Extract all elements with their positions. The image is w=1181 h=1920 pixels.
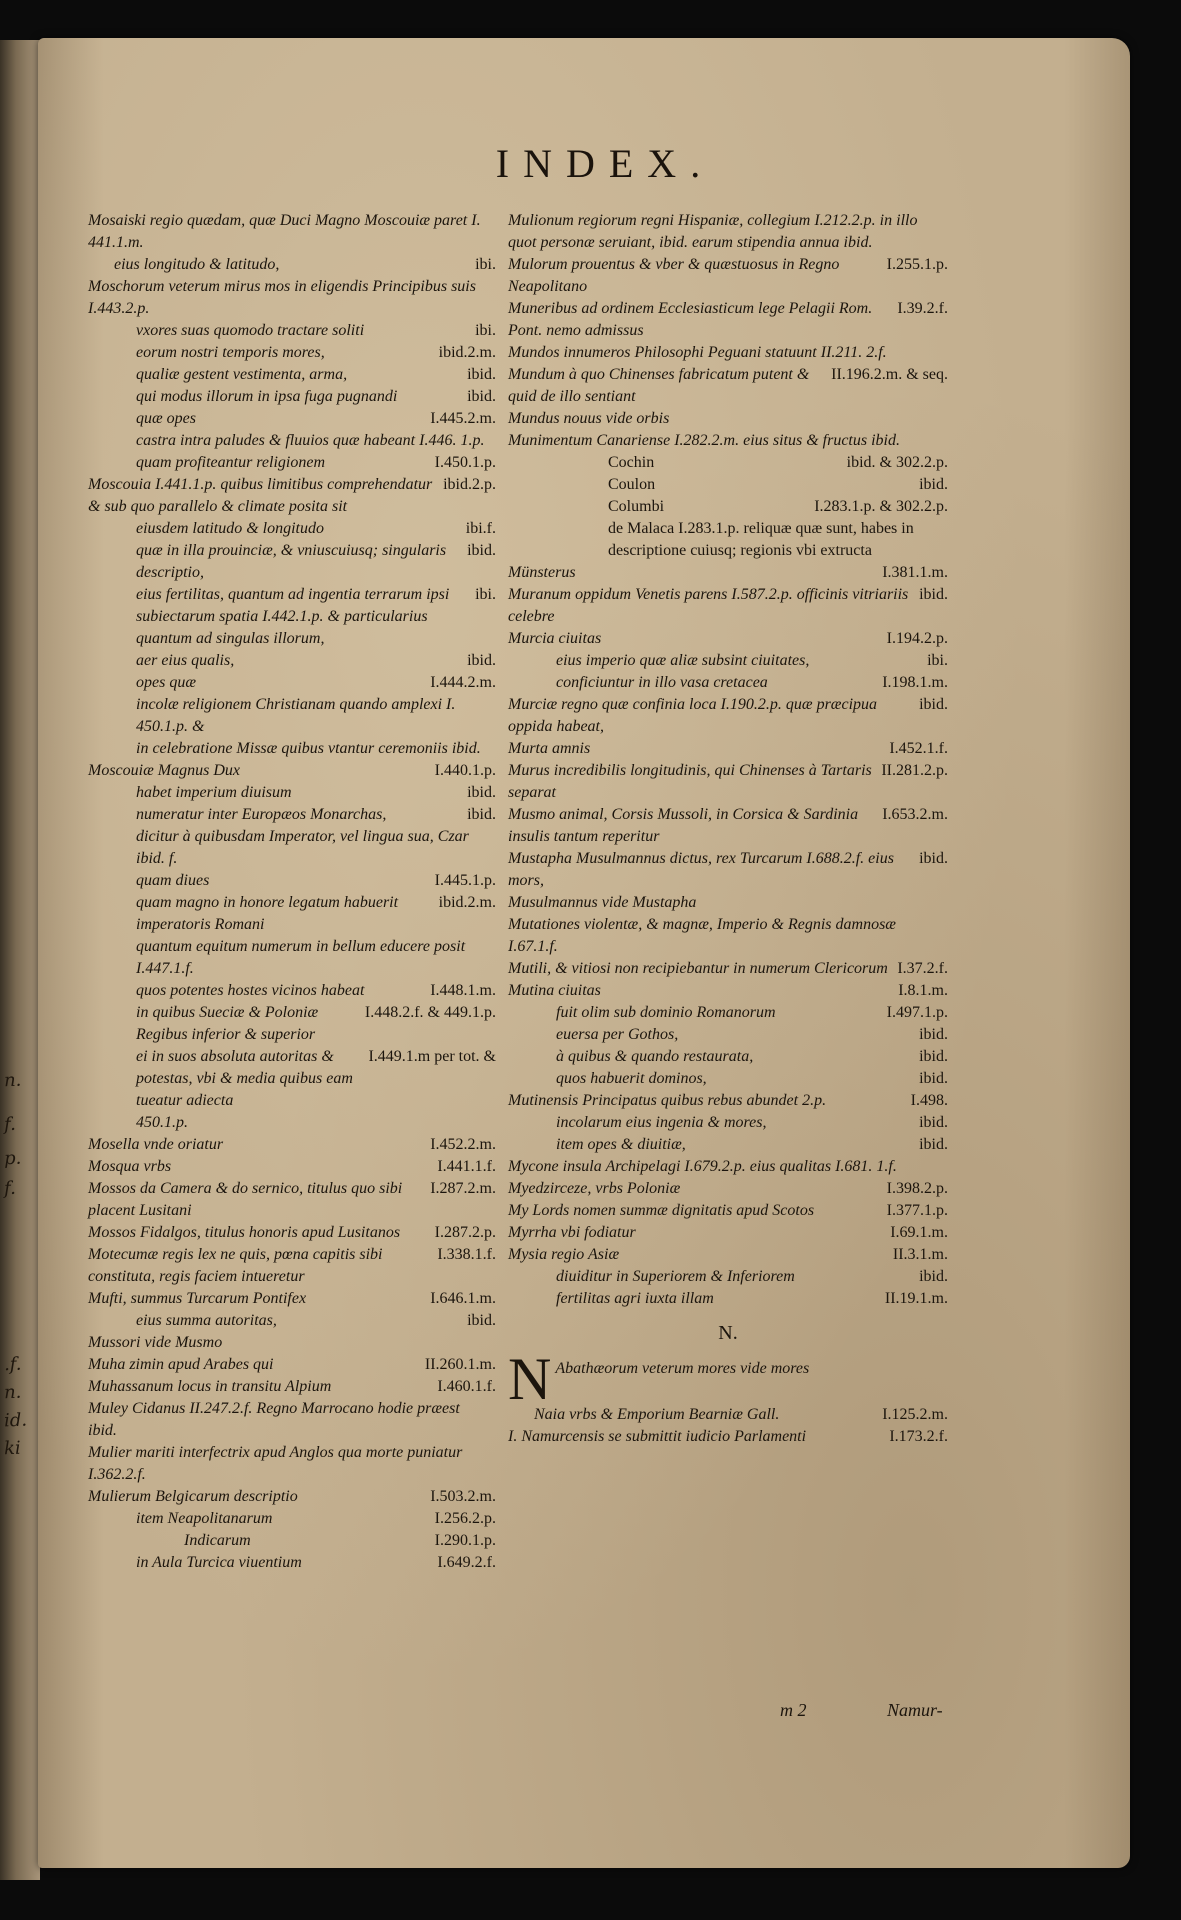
index-entry bbox=[508, 760, 948, 804]
right-column bbox=[508, 210, 948, 1448]
index-entry bbox=[508, 1178, 948, 1200]
entry-reference: I.440.1.p. bbox=[434, 762, 496, 779]
entry-reference: I.287.2.p. bbox=[434, 1224, 496, 1241]
entry-reference: I.497.1.p. bbox=[886, 1004, 948, 1021]
entry-text: Naia vrbs & Emporium Bearniæ Gall. bbox=[534, 1406, 780, 1423]
index-entry bbox=[88, 870, 496, 892]
index-entry bbox=[88, 452, 496, 474]
index-entry bbox=[508, 298, 948, 342]
entry-text: euersa per Gothos, bbox=[556, 1026, 679, 1043]
entry-text: Mulier mariti interfectrix apud Anglos qua morte puniatur I.362.2.f. bbox=[88, 1444, 463, 1483]
entry-reference: I.649.2.f. bbox=[437, 1554, 496, 1571]
index-entry bbox=[508, 738, 948, 760]
entry-reference: I.194.2.p. bbox=[886, 630, 948, 647]
entry-text: Murcia ciuitas bbox=[508, 630, 602, 647]
index-entry bbox=[508, 1046, 948, 1068]
index-entry bbox=[508, 1090, 948, 1112]
entry-text: Mutinensis Principatus quibus rebus abundet 2.p. bbox=[508, 1092, 827, 1109]
entry-text: Musmo animal, Corsis Mussoli, in Corsica & Sardinia insulis tantum reperitur bbox=[508, 806, 859, 845]
index-entry bbox=[508, 1244, 948, 1266]
index-entry bbox=[508, 1068, 948, 1090]
entry-reference: ibid. bbox=[467, 542, 496, 559]
entry-text: Mulierum Belgicarum descriptio bbox=[88, 1488, 298, 1505]
index-entry bbox=[88, 518, 496, 540]
entry-text: Mussori vide Musmo bbox=[88, 1334, 223, 1351]
entry-text: qui modus illorum in ipsa fuga pugnandi bbox=[136, 388, 398, 405]
index-entry bbox=[508, 210, 948, 254]
index-entry bbox=[88, 738, 496, 760]
index-entry bbox=[88, 980, 496, 1002]
entry-reference: I.39.2.f. bbox=[897, 300, 948, 317]
entry-text: incolæ religionem Christianam quando amplexi I. 450.1.p. & bbox=[136, 696, 456, 735]
entry-reference: I.381.1.m. bbox=[882, 564, 948, 581]
entry-text: Muley Cidanus II.247.2.f. Regno Marrocano hodie præest ibid. bbox=[88, 1400, 460, 1439]
entry-reference: ibid. & 302.2.p. bbox=[846, 454, 948, 471]
entry-text: Mosqua vrbs bbox=[88, 1158, 172, 1175]
index-entry bbox=[508, 628, 948, 650]
n-section-start bbox=[508, 1346, 948, 1412]
entry-reference: II.281.2.p. bbox=[881, 762, 948, 779]
entry-text: incolarum eius ingenia & mores, bbox=[556, 1114, 767, 1131]
entry-text: aer eius qualis, bbox=[136, 652, 235, 669]
index-entry bbox=[508, 1200, 948, 1222]
entry-reference: II.3.1.m. bbox=[892, 1246, 948, 1263]
entry-reference: I.441.1.f. bbox=[437, 1158, 496, 1175]
index-entry bbox=[88, 650, 496, 672]
index-entry bbox=[88, 1354, 496, 1376]
index-entry bbox=[88, 320, 496, 342]
page-header: INDEX. bbox=[495, 141, 715, 186]
entry-reference: ibid. bbox=[919, 1136, 948, 1153]
index-entry bbox=[508, 1404, 948, 1426]
index-entry bbox=[88, 672, 496, 694]
margin-fragment: .f. bbox=[3, 1353, 22, 1376]
entry-text: Mosaiski regio quædam, quæ Duci Magno Moscouiæ paret I. 441.1.m. bbox=[88, 212, 481, 251]
entry-text: eorum nostri temporis mores, bbox=[136, 344, 325, 361]
entry-reference: ibid. bbox=[919, 1026, 948, 1043]
margin-fragment: ki bbox=[3, 1437, 22, 1460]
entry-text: Cochin bbox=[608, 454, 655, 471]
index-entry bbox=[608, 452, 948, 474]
entry-text: eius fertilitas, quantum ad ingentia terrarum ipsi subiectarum spatia I.442.1.p. & particularius quantum ad singulas illorum, bbox=[136, 586, 450, 647]
entry-text: Columbi bbox=[608, 498, 665, 515]
index-entry bbox=[508, 1002, 948, 1024]
entry-text: Murus incredibilis longitudinis, qui Chinenses à Tartaris separat bbox=[508, 762, 872, 801]
index-entry bbox=[508, 1024, 948, 1046]
margin-fragment: f. bbox=[3, 1113, 17, 1136]
entry-text: Mossos Fidalgos, titulus honoris apud Lusitanos bbox=[88, 1224, 401, 1241]
entry-reference: I.173.2.f. bbox=[889, 1428, 948, 1445]
entry-reference: ibid. bbox=[919, 850, 948, 867]
index-entry bbox=[88, 826, 496, 870]
index-entry bbox=[508, 892, 948, 914]
entry-reference: I.448.1.m. bbox=[430, 982, 496, 999]
margin-fragment: f. bbox=[3, 1177, 17, 1200]
entry-text: Muha zimin apud Arabes qui bbox=[88, 1356, 274, 1373]
entry-text: Mundum à quo Chinenses fabricatum putent & quid de illo sentiant bbox=[508, 366, 810, 405]
entry-reference: ibid. bbox=[919, 696, 948, 713]
index-entry bbox=[88, 782, 496, 804]
entry-text: numeratur inter Europæos Monarchas, bbox=[136, 806, 387, 823]
index-entry bbox=[88, 1134, 496, 1156]
entry-reference: ibid. bbox=[919, 1268, 948, 1285]
drop-cap: N bbox=[508, 1346, 552, 1412]
entry-text: Motecumæ regis lex ne quis, pœna capitis sibi constituta, regis faciem intueretur bbox=[88, 1246, 383, 1285]
entry-reference: ibid.2.p. bbox=[443, 476, 496, 493]
entry-reference: ibid. bbox=[467, 1312, 496, 1329]
entry-text: Muhassanum locus in transitu Alpium bbox=[88, 1378, 332, 1395]
entry-reference: I.449.1.m per tot. & bbox=[368, 1048, 496, 1065]
entry-reference: ibid. bbox=[467, 806, 496, 823]
entry-text: Mutili, & vitiosi non recipiebantur in numerum Clericorum bbox=[508, 960, 888, 977]
entry-reference: I.448.2.f. & 449.1.p. bbox=[364, 1004, 496, 1021]
left-column bbox=[88, 210, 496, 1574]
entry-text: Myedzirceze, vrbs Poloniæ bbox=[508, 1180, 681, 1197]
entry-reference: I.338.1.f. bbox=[437, 1246, 496, 1263]
entry-reference: I.445.2.m. bbox=[430, 410, 496, 427]
index-entry bbox=[88, 1002, 496, 1046]
index-entry bbox=[508, 1426, 948, 1448]
index-entry bbox=[88, 540, 496, 584]
entry-text: in quibus Sueciæ & Poloniæ Regibus inferior & superior bbox=[136, 1004, 319, 1043]
entry-text: quos habuerit dominos, bbox=[556, 1070, 707, 1087]
entry-reference: I.69.1.m. bbox=[890, 1224, 948, 1241]
index-entry bbox=[88, 1332, 496, 1354]
entry-text: eius longitudo & latitudo, bbox=[114, 256, 280, 273]
index-entry bbox=[88, 1508, 496, 1530]
entry-reference: I.452.1.f. bbox=[889, 740, 948, 757]
index-entry bbox=[88, 1398, 496, 1442]
index-entry bbox=[508, 958, 948, 980]
entry-text: de Malaca I.283.1.p. reliquæ quæ sunt, habes in descriptione cuiusq; regionis vbi extructa bbox=[608, 520, 914, 559]
entry-text: in Aula Turcica viuentium bbox=[136, 1554, 302, 1571]
entry-reference: I.125.2.m. bbox=[882, 1406, 948, 1423]
catchword: Namur- bbox=[887, 1700, 943, 1720]
entry-reference: ibid. bbox=[919, 1070, 948, 1087]
right-column-top-entries bbox=[508, 210, 948, 452]
entry-text: Mutationes violentæ, & magnæ, Imperio & Regnis damnosæ I.67.1.f. bbox=[508, 916, 896, 955]
entry-text: quam diues bbox=[136, 872, 210, 889]
entry-text: Mustapha Musulmannus dictus, rex Turcarum I.688.2.f. eius mors, bbox=[508, 850, 894, 889]
entry-text: quæ in illa prouinciæ, & vniuscuiusq; singularis descriptio, bbox=[136, 542, 447, 581]
entry-reference: ibid. bbox=[919, 1114, 948, 1131]
entry-text: Mundos innumeros Philosophi Peguani statuunt II.211. 2.f. bbox=[508, 344, 887, 361]
index-entry bbox=[508, 1266, 948, 1288]
entry-text: quos potentes hostes vicinos habeat bbox=[136, 982, 365, 999]
entry-text: vxores suas quomodo tractare soliti bbox=[136, 322, 365, 339]
entry-reference: ibid.2.m. bbox=[438, 894, 496, 911]
entry-text: Mutina ciuitas bbox=[508, 982, 601, 999]
entry-reference: ibid. bbox=[467, 652, 496, 669]
entry-reference: ibid. bbox=[919, 476, 948, 493]
index-entry bbox=[608, 518, 948, 562]
entry-text: habet imperium diuisum bbox=[136, 784, 292, 801]
index-entry bbox=[88, 1288, 496, 1310]
entry-text: 450.1.p. bbox=[136, 1114, 188, 1131]
entry-reference: ibid. bbox=[919, 1048, 948, 1065]
entry-text: Moscouiæ Magnus Dux bbox=[88, 762, 240, 779]
index-entry bbox=[88, 1376, 496, 1398]
entry-reference: ibi. bbox=[927, 652, 948, 669]
index-entry bbox=[608, 474, 948, 496]
index-entry bbox=[608, 496, 948, 518]
entry-reference: I.445.1.p. bbox=[434, 872, 496, 889]
entry-text: quam magno in honore legatum habuerit imperatoris Romani bbox=[136, 894, 399, 933]
index-entry bbox=[88, 804, 496, 826]
entry-reference: ibid.2.m. bbox=[438, 344, 496, 361]
index-entry bbox=[88, 892, 496, 936]
entry-reference: ibi. bbox=[475, 322, 496, 339]
signature-mark: m 2 bbox=[780, 1700, 807, 1720]
entry-text: qualiæ gestent vestimenta, arma, bbox=[136, 366, 348, 383]
index-entry bbox=[508, 430, 948, 452]
index-entry bbox=[508, 694, 948, 738]
entry-reference: I.377.1.p. bbox=[886, 1202, 948, 1219]
entry-text: fuit olim sub dominio Romanorum bbox=[556, 1004, 776, 1021]
index-entry bbox=[88, 1530, 496, 1552]
index-entry bbox=[508, 672, 948, 694]
index-entry bbox=[508, 848, 948, 892]
index-entry bbox=[508, 364, 948, 408]
entry-text: Mundus nouus vide orbis bbox=[508, 410, 670, 427]
index-entry bbox=[508, 650, 948, 672]
index-entry bbox=[88, 1222, 496, 1244]
entry-text: My Lords nomen summæ dignitatis apud Scotos bbox=[508, 1202, 815, 1219]
entry-text: Mufti, summus Turcarum Pontifex bbox=[88, 1290, 307, 1307]
entry-text: ei in suos absoluta autoritas & potestas, vbi & media quibus eam tueatur adiecta bbox=[136, 1048, 353, 1109]
entry-text: dicitur à quibusdam Imperator, vel lingua sua, Czar ibid. f. bbox=[136, 828, 469, 867]
entry-text: I. Namurcensis se submittit iudicio Parlamenti bbox=[508, 1428, 807, 1445]
index-entry bbox=[88, 760, 496, 782]
index-entry bbox=[508, 1222, 948, 1244]
entry-reference: ibid. bbox=[467, 784, 496, 801]
entry-reference: I.8.1.m. bbox=[898, 982, 948, 999]
entry-reference: I.290.1.p. bbox=[434, 1532, 496, 1549]
index-entry bbox=[88, 1486, 496, 1508]
entry-text: castra intra paludes & fluuios quæ habeant I.446. 1.p. bbox=[136, 432, 485, 449]
entry-text: eiusdem latitudo & longitudo bbox=[136, 520, 324, 537]
entry-reference: I.283.1.p. & 302.2.p. bbox=[814, 498, 948, 515]
entry-reference: I.255.1.p. bbox=[886, 256, 948, 273]
entry-reference: I.498. bbox=[910, 1092, 948, 1109]
entry-text: Munimentum Canariense I.282.2.m. eius situs & fructus ibid. bbox=[508, 432, 900, 449]
index-entry bbox=[88, 210, 496, 254]
entry-text: Coulon bbox=[608, 476, 656, 493]
entry-reference: ibid. bbox=[467, 388, 496, 405]
entry-text: Indicarum bbox=[184, 1532, 251, 1549]
margin-fragment: id. bbox=[3, 1409, 28, 1432]
index-entry bbox=[88, 936, 496, 980]
index-entry bbox=[88, 584, 496, 650]
entry-reference: I.398.2.p. bbox=[886, 1180, 948, 1197]
entry-text: quæ opes bbox=[136, 410, 196, 427]
entry-reference: I.503.2.m. bbox=[430, 1488, 496, 1505]
index-entry bbox=[508, 914, 948, 958]
entry-text: Myrrha vbi fodiatur bbox=[508, 1224, 636, 1241]
entry-text: Abathæorum veterum mores vide mores bbox=[555, 1360, 810, 1377]
index-entry bbox=[508, 1112, 948, 1134]
entry-reference: ibi. bbox=[475, 586, 496, 603]
right-column-mid-entries bbox=[508, 562, 948, 1310]
entry-reference: I.646.1.m. bbox=[430, 1290, 496, 1307]
entry-text: Moschorum veterum mirus mos in eligendis Principibus suis I.443.2.p. bbox=[88, 278, 476, 317]
index-entry bbox=[88, 1442, 496, 1486]
index-entry bbox=[508, 1134, 948, 1156]
index-entry bbox=[508, 980, 948, 1002]
entry-text: fertilitas agri iuxta illam bbox=[556, 1290, 714, 1307]
entry-text: item Neapolitanarum bbox=[136, 1510, 273, 1527]
margin-fragment: n. bbox=[3, 1381, 22, 1404]
entry-reference: ibi.f. bbox=[465, 520, 496, 537]
right-column-fort-list bbox=[508, 452, 948, 562]
index-entry bbox=[88, 1310, 496, 1332]
entry-reference: ibid. bbox=[919, 586, 948, 603]
entry-reference: II.19.1.m. bbox=[884, 1290, 948, 1307]
index-entry bbox=[88, 430, 496, 452]
index-entry bbox=[508, 342, 948, 364]
entry-reference: ibi. bbox=[475, 256, 496, 273]
index-entry bbox=[88, 1552, 496, 1574]
entry-text: à quibus & quando restaurata, bbox=[556, 1048, 754, 1065]
entry-text: quantum equitum numerum in bellum educere posit I.447.1.f. bbox=[136, 938, 466, 977]
index-entry bbox=[88, 276, 496, 320]
index-entry bbox=[88, 254, 496, 276]
entry-text: Mosella vnde oriatur bbox=[88, 1136, 224, 1153]
index-entry bbox=[88, 1156, 496, 1178]
entry-text: Murciæ regno quæ confinia loca I.190.2.p. quæ præcipua oppida habeat, bbox=[508, 696, 878, 735]
entry-reference: I.653.2.m. bbox=[882, 806, 948, 823]
entry-text: Muneribus ad ordinem Ecclesiasticum lege Pelagii Rom. Pont. nemo admissus bbox=[508, 300, 873, 339]
entry-text: item opes & diuitiæ, bbox=[556, 1136, 686, 1153]
index-entry bbox=[508, 562, 948, 584]
margin-fragment: n. bbox=[3, 1069, 22, 1092]
index-entry bbox=[508, 1156, 948, 1178]
entry-reference: I.37.2.f. bbox=[897, 960, 948, 977]
index-entry bbox=[508, 1288, 948, 1310]
entry-text: Mysia regio Asiæ bbox=[508, 1246, 620, 1263]
index-entry bbox=[88, 408, 496, 430]
index-entry bbox=[88, 342, 496, 364]
entry-text: quam profiteantur religionem bbox=[136, 454, 326, 471]
entry-text: Mycone insula Archipelagi I.679.2.p. eius qualitas I.681. 1.f. bbox=[508, 1158, 897, 1175]
entry-reference: I.256.2.p. bbox=[434, 1510, 496, 1527]
entry-text: diuiditur in Superiorem & Inferiorem bbox=[556, 1268, 795, 1285]
n-section-entries bbox=[508, 1404, 948, 1448]
entry-text: Moscouia I.441.1.p. quibus limitibus comprehendatur & sub quo parallelo & climate posita sit bbox=[88, 476, 433, 515]
entry-reference: II.260.1.m. bbox=[424, 1356, 496, 1373]
entry-text: Münsterus bbox=[508, 564, 576, 581]
section-letter: N. bbox=[718, 1322, 738, 1344]
entry-text: Muranum oppidum Venetis parens I.587.2.p. officinis vitriariis celebre bbox=[508, 586, 909, 625]
entry-text: opes quæ bbox=[136, 674, 196, 691]
entry-reference: I.198.1.m. bbox=[882, 674, 948, 691]
index-entry bbox=[508, 804, 948, 848]
entry-text: conficiuntur in illo vasa cretacea bbox=[556, 674, 768, 691]
entry-reference: I.460.1.f. bbox=[437, 1378, 496, 1395]
entry-reference: I.452.2.m. bbox=[430, 1136, 496, 1153]
index-entry bbox=[88, 386, 496, 408]
index-entry bbox=[88, 1244, 496, 1288]
entry-text: Mulorum prouentus & vber & quæstuosus in Regno Neapolitano bbox=[508, 256, 840, 295]
entry-text: Mossos da Camera & do sernico, titulus quo sibi placent Lusitani bbox=[88, 1180, 403, 1219]
entry-reference: I.444.2.m. bbox=[430, 674, 496, 691]
index-entry bbox=[88, 694, 496, 738]
entry-text: Murta amnis bbox=[508, 740, 591, 757]
entry-text: in celebratione Missæ quibus vtantur ceremoniis ibid. bbox=[136, 740, 481, 757]
entry-text: Mulionum regiorum regni Hispaniæ, collegium I.212.2.p. in illo quot personæ seruiant, ibid. earum stipendia annua ibid. bbox=[508, 212, 918, 251]
entry-text: eius imperio quæ aliæ subsint ciuitates, bbox=[556, 652, 810, 669]
entry-reference: ibid. bbox=[467, 366, 496, 383]
index-entry bbox=[508, 254, 948, 298]
index-entry bbox=[508, 584, 948, 628]
entry-reference: I.287.2.m. bbox=[430, 1180, 496, 1197]
index-entry bbox=[88, 1178, 496, 1222]
entry-text: Musulmannus vide Mustapha bbox=[508, 894, 697, 911]
page-footer bbox=[780, 1700, 943, 1721]
index-entry bbox=[508, 408, 948, 430]
entry-reference: I.450.1.p. bbox=[434, 454, 496, 471]
entry-text: eius summa autoritas, bbox=[136, 1312, 277, 1329]
index-entry bbox=[88, 474, 496, 518]
index-entry bbox=[88, 364, 496, 386]
index-entry bbox=[88, 1046, 496, 1112]
entry-reference: II.196.2.m. & seq. bbox=[831, 366, 948, 383]
adjacent-page-edge bbox=[0, 40, 40, 1880]
margin-fragment: p. bbox=[3, 1147, 22, 1170]
index-entry bbox=[88, 1112, 496, 1134]
